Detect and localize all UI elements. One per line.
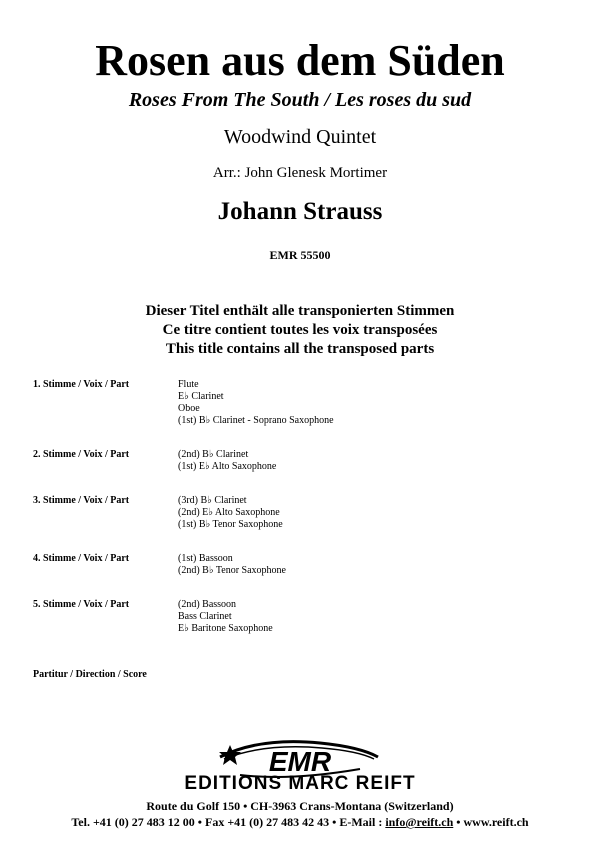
publisher-name: EDITIONS MARC REIFT [184,773,416,794]
notice-line: Ce titre contient toutes les voix transposées [162,322,438,338]
instrument-name: (2nd) E♭ Alto Saxophone [178,507,280,518]
instrument-name: (2nd) B♭ Clarinet [178,449,249,460]
part-instruments [178,449,276,473]
composer: Johann Strauss [217,198,383,225]
part-instruments [178,379,334,427]
subtitle: Roses From The South / Les roses du sud [128,89,472,111]
score-label: Partitur / Direction / Score [33,669,147,680]
part-row [33,379,573,427]
instrument-name: Flute [178,379,199,390]
instrument-name: Bass Clarinet [178,611,232,622]
notice-line: This title contains all the transposed parts [165,341,435,357]
notice-line: Dieser Titel enthält alle transponierten Stimmen [145,303,455,319]
page-title: Rosen aus dem Süden [95,36,505,85]
part-instruments [178,553,286,577]
instrument-name: Oboe [178,403,200,414]
part-instruments [178,495,283,531]
website: • www.reift.ch [453,815,529,829]
logo-text: EMR [268,746,332,777]
part-row [33,449,573,473]
instrument-name: (1st) B♭ Tenor Saxophone [178,519,283,530]
instrument-name: (1st) Bassoon [178,553,233,564]
catalog-number: EMR 55500 [269,248,331,262]
part-instruments [178,599,273,635]
parts-list [33,379,573,657]
instrument-name: (2nd) B♭ Tenor Saxophone [178,565,286,576]
instrument-name: (2nd) Bassoon [178,599,237,610]
part-label: 5. Stimme / Voix / Part [33,599,130,610]
ensemble: Woodwind Quintet [223,126,377,148]
part-label: 2. Stimme / Voix / Part [33,449,130,460]
transposed-parts-notice [0,302,600,359]
instrument-name: E♭ Baritone Saxophone [178,623,273,634]
part-label: 3. Stimme / Voix / Part [33,495,130,506]
arranger: Arr.: John Glenesk Mortimer [212,165,388,181]
part-row [33,599,573,635]
instrument-name: (1st) E♭ Alto Saxophone [178,461,277,472]
instrument-name: (1st) B♭ Clarinet - Soprano Saxophone [178,415,334,426]
part-row [33,553,573,577]
part-label: 4. Stimme / Voix / Part [33,553,130,564]
part-label: 1. Stimme / Voix / Part [33,379,130,390]
contact-phone-fax: Tel. +41 (0) 27 483 12 00 • Fax +41 (0) 27 483 42 43 • E-Mail : [71,815,386,829]
part-row [33,495,573,531]
email-link[interactable]: info@reift.ch [385,815,454,829]
instrument-name: E♭ Clarinet [178,391,224,402]
instrument-name: (3rd) B♭ Clarinet [178,495,247,506]
publisher-address: Route du Golf 150 • CH-3963 Crans-Montana (Switzerland) [146,799,454,813]
publisher-contact [0,815,600,830]
